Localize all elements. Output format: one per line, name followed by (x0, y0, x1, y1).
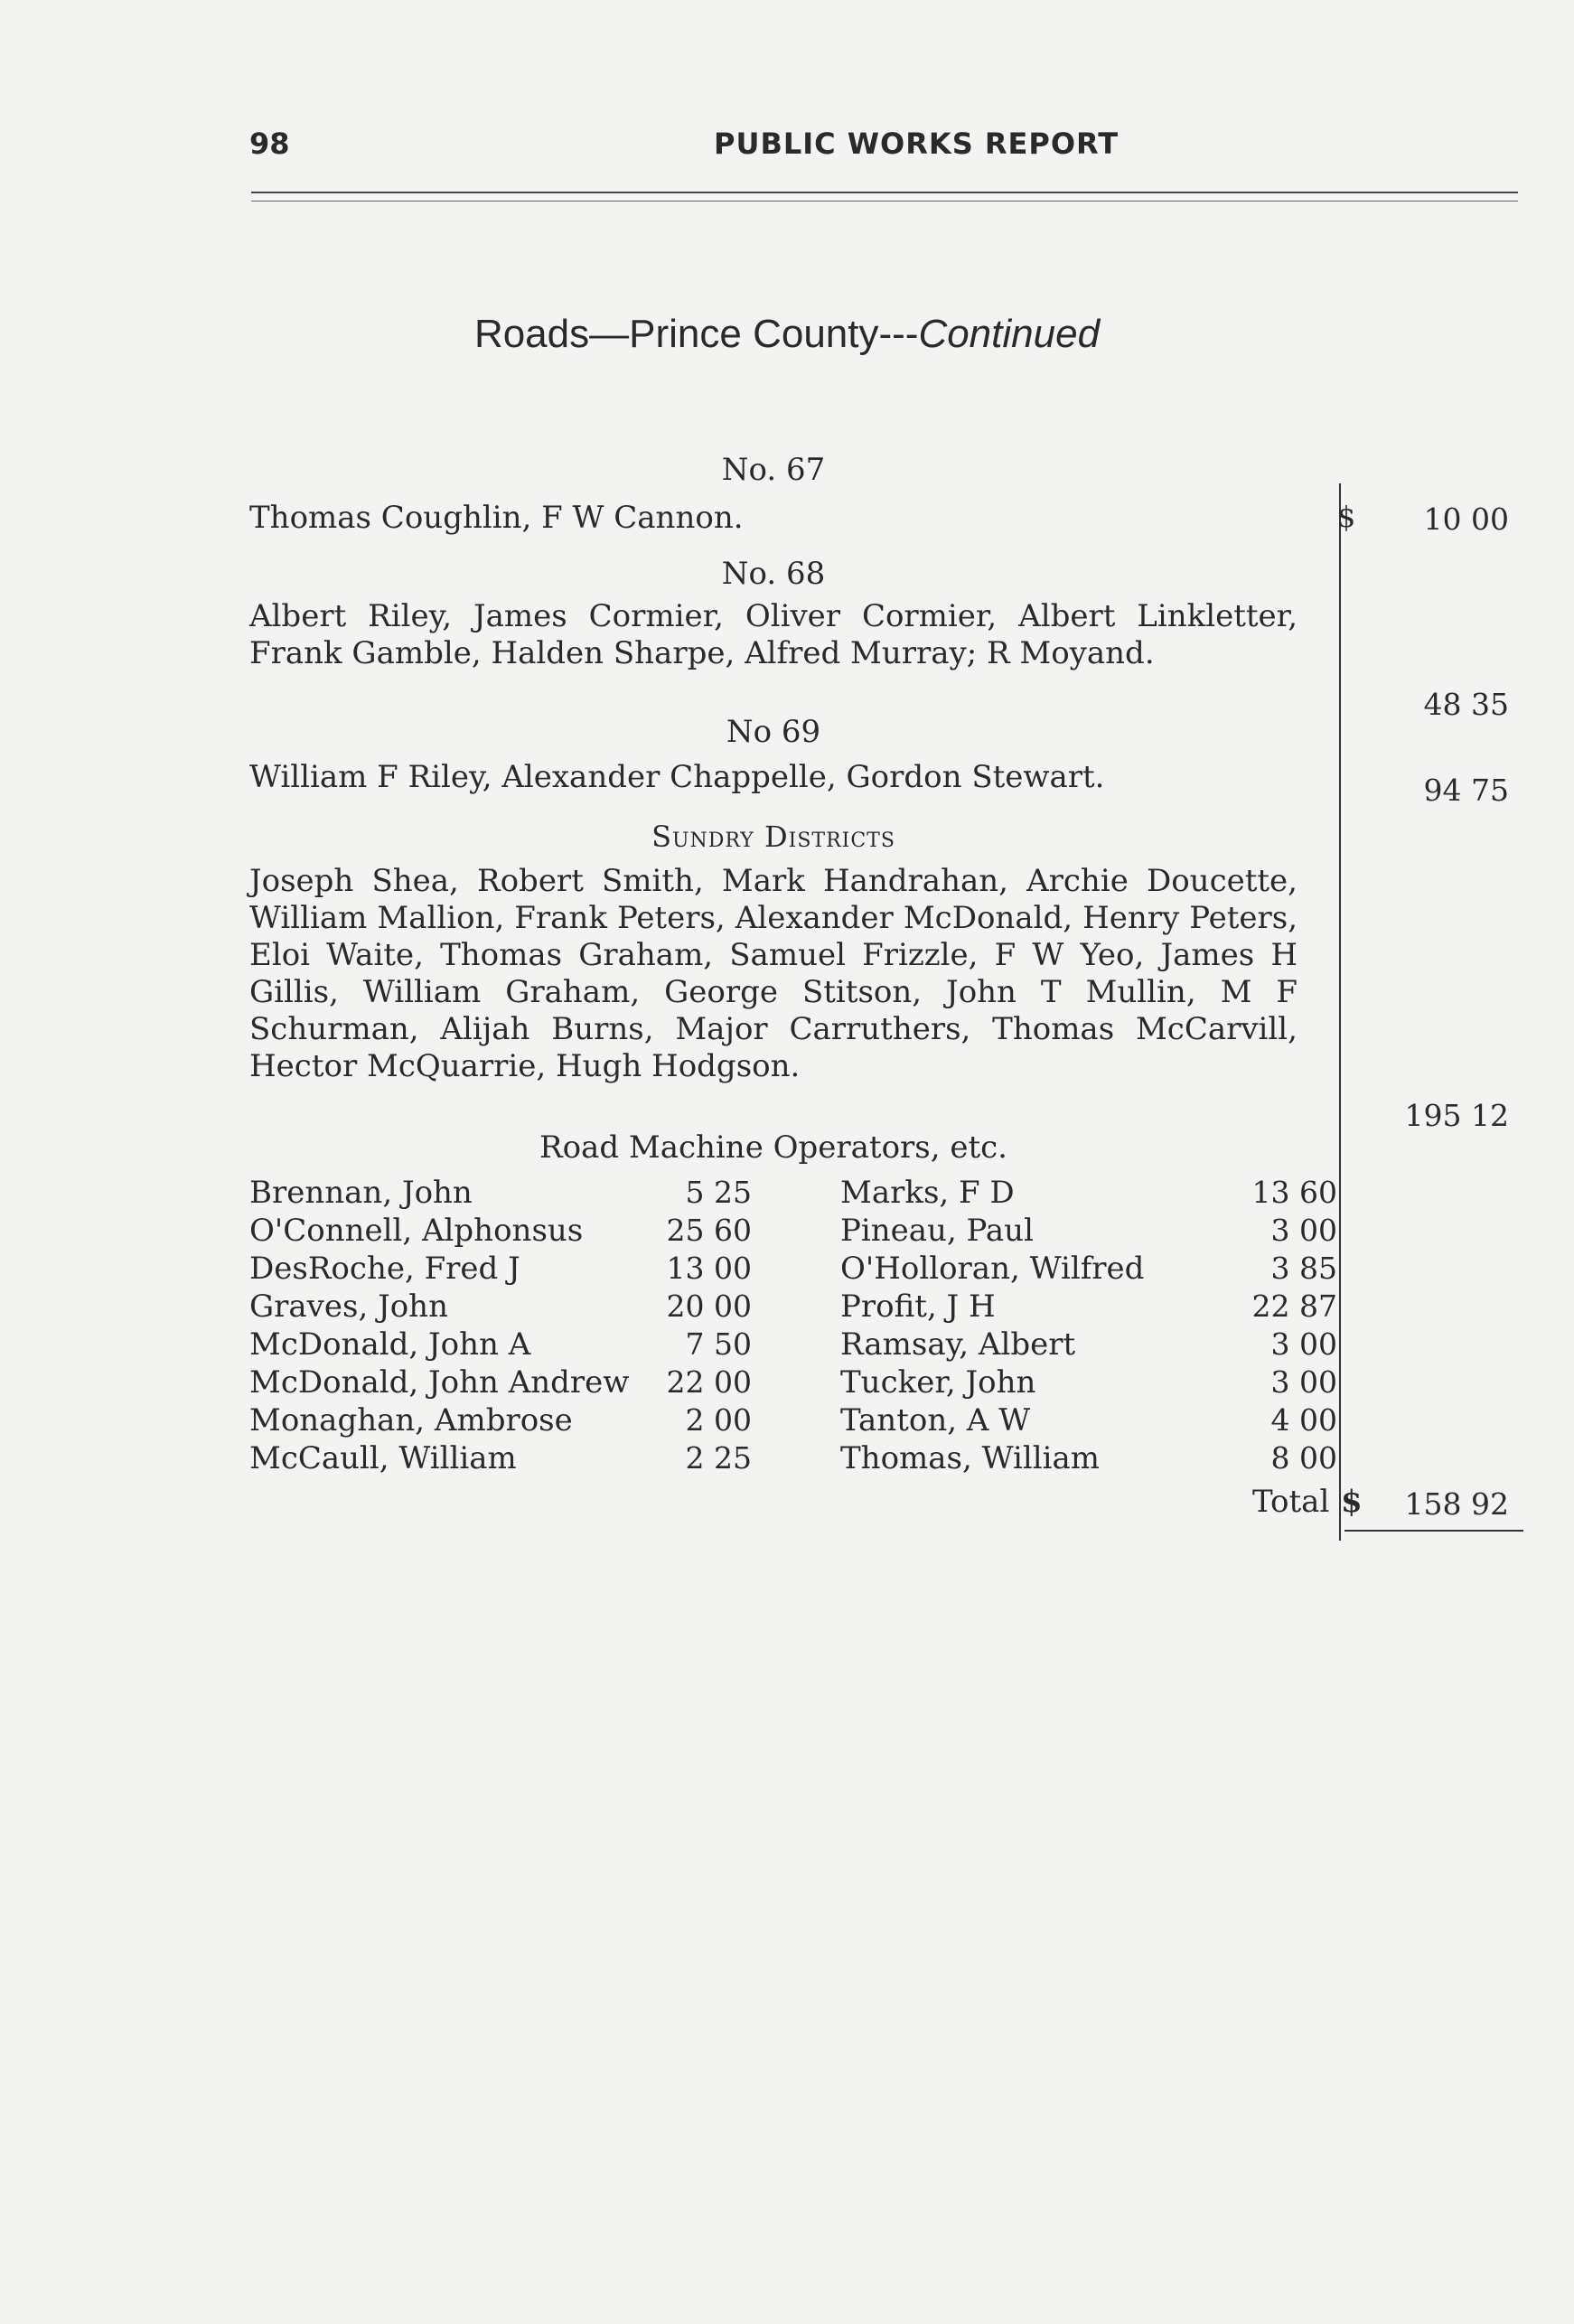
operator-name: Brennan, John (249, 1175, 473, 1211)
title-main: Roads—Prince County--- (473, 312, 919, 356)
section-amount-69: 94 75 (1423, 773, 1509, 808)
running-title: PUBLIC WORKS REPORT (714, 127, 1120, 161)
section-heading-sundry: Sundry Districts (651, 820, 895, 854)
operator-amount: 2 25 (685, 1440, 752, 1476)
operator-name: O'Connell, Alphonsus (249, 1213, 584, 1249)
operator-amount: 8 00 (1270, 1440, 1337, 1476)
operator-amount: 3 00 (1270, 1364, 1337, 1400)
operator-name: Marks, F D (840, 1175, 1015, 1211)
section-heading-67: No. 67 (721, 452, 826, 488)
operator-amount: 13 00 (666, 1251, 752, 1286)
operator-name: DesRoche, Fred J (249, 1251, 520, 1287)
operator-name: Pineau, Paul (840, 1213, 1034, 1249)
page-title (0, 312, 1574, 357)
operator-amount: 2 00 (685, 1402, 752, 1438)
total-label: Total (1252, 1484, 1330, 1520)
operator-amount: 22 00 (666, 1364, 752, 1400)
operator-amount: 4 00 (1270, 1402, 1337, 1438)
currency-sign: $ (1337, 500, 1356, 534)
operator-amount: 3 85 (1270, 1251, 1337, 1286)
operator-amount: 20 00 (666, 1289, 752, 1324)
operator-amount: 5 25 (685, 1175, 752, 1210)
total-currency-sign: $ (1341, 1484, 1363, 1520)
operator-name: McDonald, John Andrew (249, 1364, 630, 1401)
operator-amount: 3 00 (1270, 1213, 1337, 1248)
section-amount-68: 48 35 (1423, 687, 1509, 722)
operator-name: Profit, J H (840, 1289, 996, 1325)
section-text-68: Albert Riley, James Cormier, Oliver Cormier, Albert Linkletter, Frank Gamble, Halden Sharpe, Alfred Murray; R Moyand. (249, 598, 1298, 671)
operator-name: McDonald, John A (249, 1326, 531, 1363)
operator-amount: 25 60 (666, 1213, 752, 1248)
operator-name: Monaghan, Ambrose (249, 1402, 573, 1438)
operator-amount: 7 50 (685, 1326, 752, 1362)
section-amount-sundry: 195 12 (1404, 1098, 1509, 1133)
section-heading-68: No. 68 (721, 556, 826, 592)
operator-name: O'Holloran, Wilfred (840, 1251, 1145, 1287)
operator-amount: 13 60 (1251, 1175, 1337, 1210)
section-heading-69: No 69 (726, 714, 821, 750)
header-rule-top (251, 192, 1518, 193)
operator-name: Graves, John (249, 1289, 448, 1325)
section-text-67: Thomas Coughlin, F W Cannon. (249, 500, 744, 536)
operator-name: Thomas, William (840, 1440, 1100, 1476)
section-text-sundry: Joseph Shea, Robert Smith, Mark Handrahan, Archie Doucette, William Mallion, Frank Peters, Alexander McDonald, Henry Peters, Eloi Waite, Thomas Graham, Samuel Frizzle, F W Yeo, James H Gillis, William Graham, George Stitson, John T Mullin, M F Schurman, Alijah Burns, Major Carruthers, Thomas McCarvill, Hector McQuarrie, Hugh Hodgson. (249, 863, 1298, 1084)
operator-name: Tucker, John (840, 1364, 1036, 1401)
section-text-69: William F Riley, Alexander Chappelle, Gordon Stewart. (249, 759, 1105, 795)
title-continued: Continued (918, 312, 1101, 356)
operator-name: Tanton, A W (840, 1402, 1031, 1438)
operators-amount-rule (1339, 1170, 1341, 1518)
operators-heading: Road Machine Operators, etc. (539, 1129, 1007, 1166)
operator-amount: 22 87 (1251, 1289, 1337, 1324)
page-number: 98 (249, 127, 290, 161)
total-amount: 158 92 (1404, 1486, 1509, 1522)
operator-amount: 3 00 (1270, 1326, 1337, 1362)
operator-name: McCaull, William (249, 1440, 517, 1476)
section-amount-67: 10 00 (1423, 501, 1509, 537)
total-underline (1344, 1530, 1523, 1532)
operator-name: Ramsay, Albert (840, 1326, 1076, 1363)
